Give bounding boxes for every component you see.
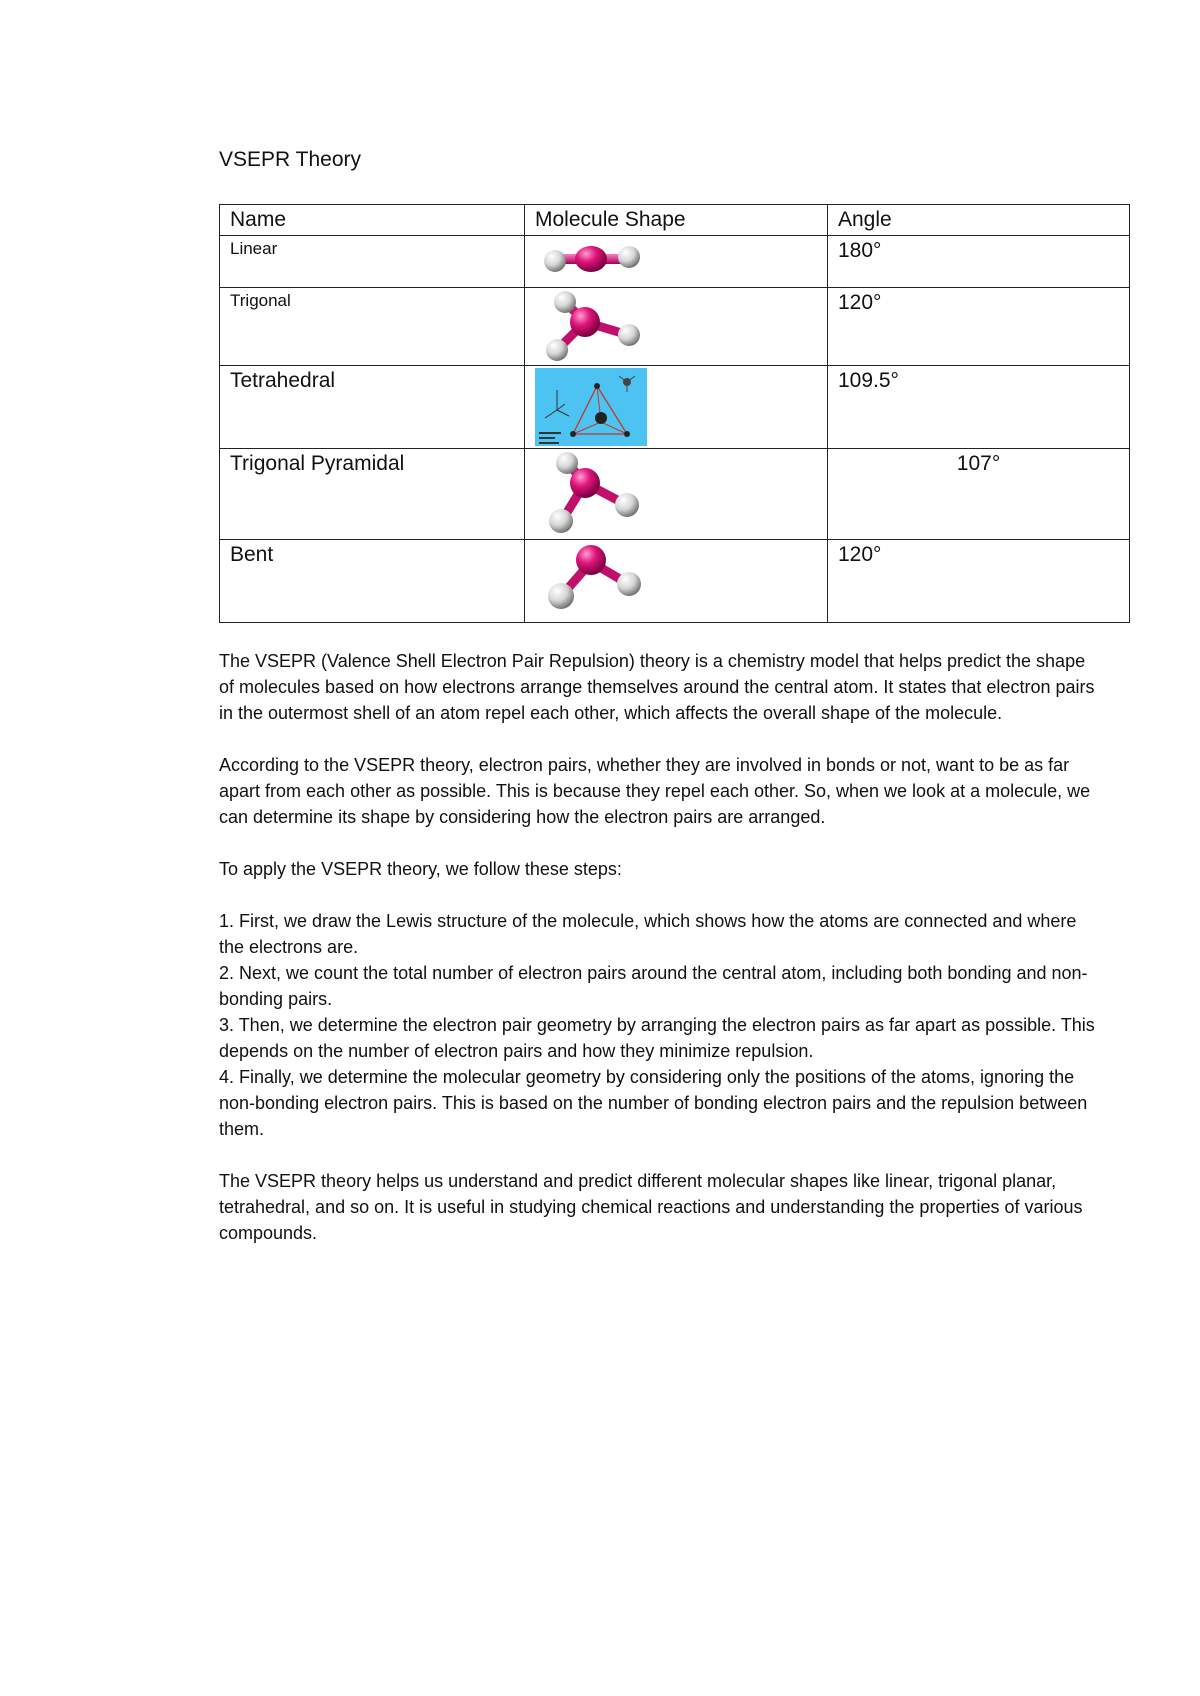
row-angle: 180° <box>828 236 1130 288</box>
header-name: Name <box>220 205 525 236</box>
linear-molecule-icon <box>535 238 645 282</box>
trigonal-molecule-icon <box>535 290 655 362</box>
table-header-row <box>220 205 1130 236</box>
list-item: 1. First, we draw the Lewis structure of the molecule, which shows how the atoms are connected and where the electrons are. <box>219 911 1077 957</box>
row-name: Bent <box>220 540 525 623</box>
row-angle: 120° <box>828 288 1130 366</box>
header-angle: Angle <box>828 205 1130 236</box>
row-angle: 107° <box>828 449 1130 540</box>
body-text <box>219 648 1099 1272</box>
list-item: 4. Finally, we determine the molecular geometry by considering only the positions of the atoms, ignoring the non-bonding electron pairs. This is based on the number of bonding electron pairs and the repulsion between them. <box>219 1067 1088 1139</box>
table-row <box>220 288 1130 366</box>
steps-list <box>219 908 1099 1142</box>
trigonal-pyramidal-molecule-icon <box>535 451 655 535</box>
row-shape <box>525 288 828 366</box>
row-shape <box>525 449 828 540</box>
header-molecule-shape: Molecule Shape <box>525 205 828 236</box>
paragraph-steps-intro: To apply the VSEPR theory, we follow these steps: <box>219 859 622 879</box>
bent-molecule-icon <box>535 542 655 620</box>
row-name: Tetrahedral <box>220 366 525 449</box>
paragraph-conclusion: The VSEPR theory helps us understand and predict different molecular shapes like linear, trigonal planar, tetrahedral, and so on. It is useful in studying chemical reactions and understanding the properties of various compounds. <box>219 1171 1083 1243</box>
paragraph-electron-pairs: According to the VSEPR theory, electron pairs, whether they are involved in bonds or not, want to be as far apart from each other as possible. This is because they repel each other. So, when we look at a molecule, we can determine its shape by considering how the electron pairs are arranged. <box>219 755 1091 827</box>
tetrahedral-diagram-icon <box>535 368 647 446</box>
row-name: Trigonal Pyramidal <box>220 449 525 540</box>
list-item: 2. Next, we count the total number of electron pairs around the central atom, including both bonding and non-bonding pairs. <box>219 963 1088 1009</box>
row-name: Trigonal <box>220 288 525 366</box>
table-row <box>220 236 1130 288</box>
row-angle: 109.5° <box>828 366 1130 449</box>
row-shape <box>525 236 828 288</box>
table-row <box>220 540 1130 623</box>
list-item: 3. Then, we determine the electron pair geometry by arranging the electron pairs as far apart as possible. This depends on the number of electron pairs and how they minimize repulsion. <box>219 1015 1095 1061</box>
row-angle: 120° <box>828 540 1130 623</box>
row-shape <box>525 366 828 449</box>
vsepr-table <box>219 204 1130 623</box>
table-row <box>220 449 1130 540</box>
document-title: VSEPR Theory <box>219 148 362 171</box>
table-row <box>220 366 1130 449</box>
row-shape <box>525 540 828 623</box>
paragraph-intro: The VSEPR (Valence Shell Electron Pair Repulsion) theory is a chemistry model that helps predict the shape of molecules based on how electrons arrange themselves around the central atom. It states that electron pairs in the outermost shell of an atom repel each other, which affects the overall shape of the molecule. <box>219 651 1095 723</box>
row-name: Linear <box>220 236 525 288</box>
